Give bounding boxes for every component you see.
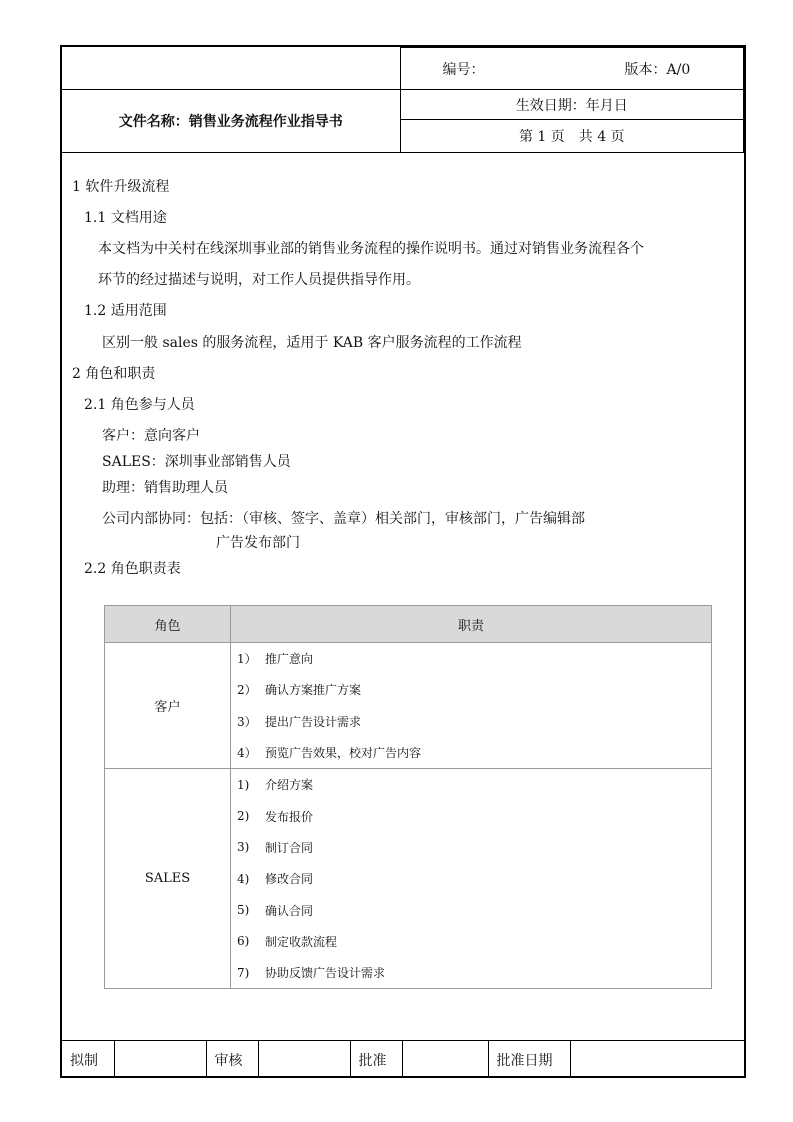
approve-label: 批准 [350,1041,402,1079]
review-value [258,1041,350,1079]
duty-item: 6) 制定收款流程 [237,934,338,949]
table-header-role: 角色 [105,606,231,643]
header-number-version-cell [400,48,744,90]
duty-item: 3） 提出广告设计需求 [237,714,362,729]
header-blank-cell [62,48,400,90]
duty-list [231,643,712,769]
participant-line: SALES：深圳事业部销售人员 [102,454,291,470]
draft-label: 拟制 [62,1041,114,1079]
duty-item: 7) 协助反馈广告设计需求 [237,965,386,981]
subsection-heading: 1.1 文档用途 [84,210,167,226]
section-heading: 2 角色和职责 [72,366,156,382]
participant-line: 客户：意向客户 [102,428,200,444]
document-header [62,47,744,153]
effective-date: 生效日期：年月日 [400,90,744,120]
review-label: 审核 [206,1041,258,1079]
roles-table [104,605,712,989]
paragraph-line: 本文档为中关村在线深圳事业部的销售业务流程的操作说明书。通过对销售业务流程各个 [98,241,644,257]
paragraph-line: 环节的经过描述与说明，对工作人员提供指导作用。 [98,272,420,288]
approval-footer [62,1040,744,1078]
duty-item: 3) 制订合同 [237,840,314,855]
table-row [105,769,712,989]
approve-date-label: 批准日期 [488,1041,570,1079]
duty-list [231,769,712,989]
table-header-duty: 职责 [231,606,712,643]
duty-item: 1） 推广意向 [237,652,314,667]
document-title: 文件名称：销售业务流程作业指导书 [62,90,400,153]
duty-item: 2) 发布报价 [237,809,314,824]
table-header-row [105,606,712,643]
draft-value [114,1041,206,1079]
duty-item: 2） 确认方案推广方案 [237,683,362,698]
duty-item: 1) 介绍方案 [237,777,314,793]
subsection-heading: 2.2 角色职责表 [84,561,181,577]
subsection-heading: 1.2 适用范围 [84,303,167,319]
participant-line: 公司内部协同：包括：（审核、签字、盖章）相关部门，审核部门，广告编辑部 [102,511,585,527]
duty-item: 4） 预览广告效果，校对广告内容 [237,746,422,761]
role-name: 客户 [105,643,231,769]
subsection-heading: 2.1 角色参与人员 [84,397,195,413]
section-heading: 1 软件升级流程 [72,179,170,195]
role-name: SALES [105,769,231,989]
approve-date-value [570,1041,744,1079]
participant-line: 助理：销售助理人员 [102,480,228,496]
paragraph-line: 区别一般 sales 的服务流程，适用于 KAB 客户服务流程的工作流程 [102,335,522,351]
participant-line: 广告发布部门 [216,535,300,551]
document-version: 版本：A/0 [624,62,691,78]
document-frame [60,45,746,1078]
duty-item: 5) 确认合同 [237,903,314,918]
duty-item: 4) 修改合同 [237,871,314,887]
page-info: 第 1 页 共 4 页 [400,120,744,153]
approve-value [402,1041,488,1079]
table-row [105,643,712,769]
document-number-label: 编号： [442,62,485,78]
